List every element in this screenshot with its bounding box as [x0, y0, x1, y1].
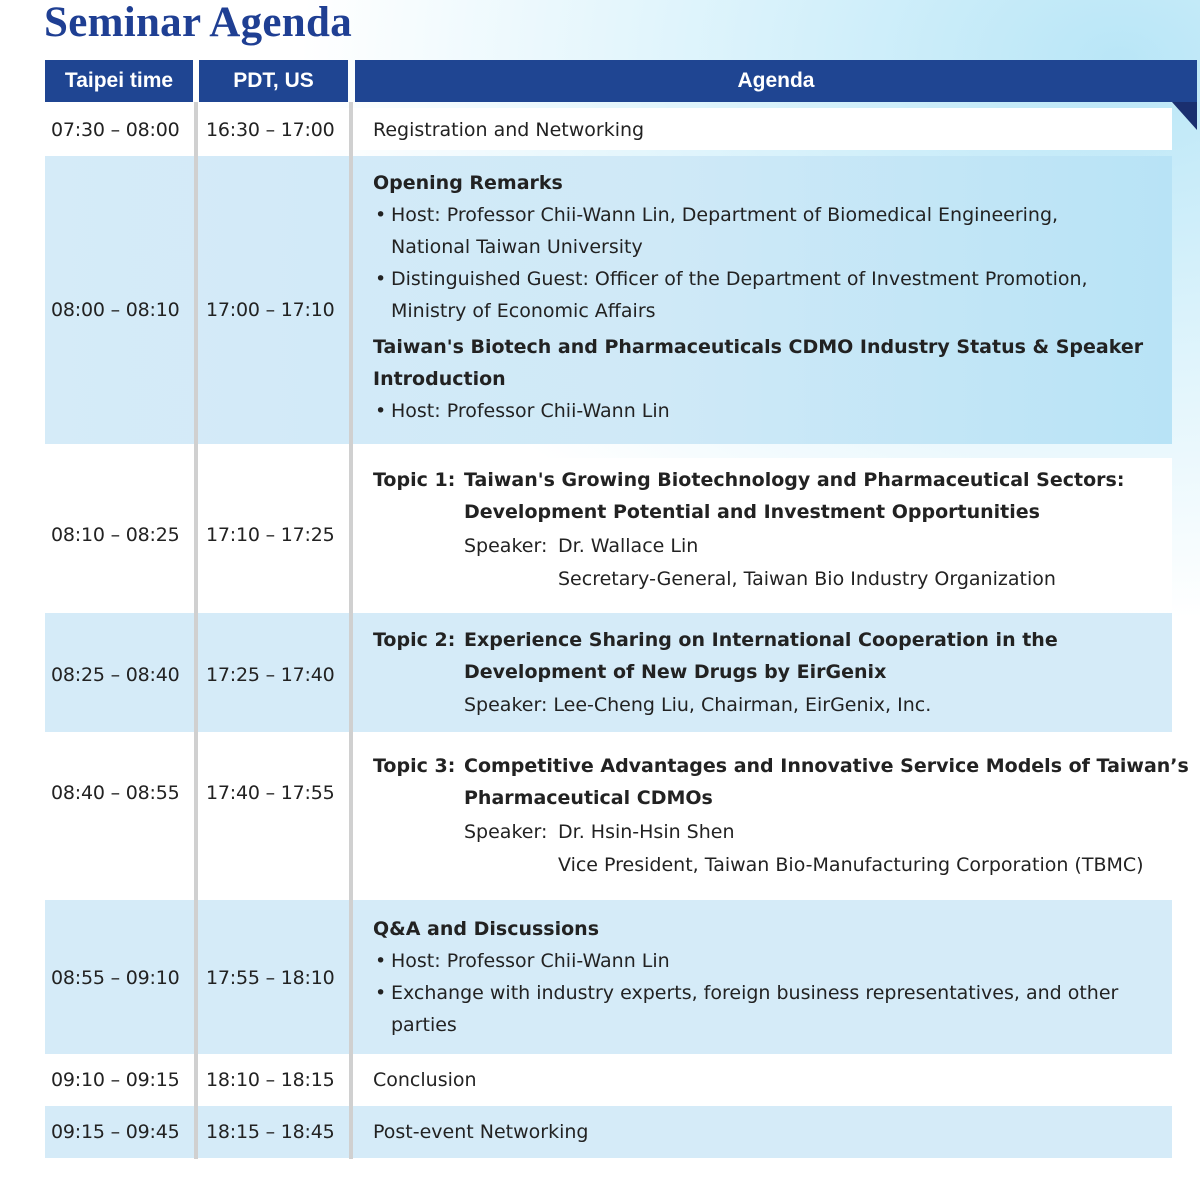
speaker-info: [464, 816, 1189, 882]
speaker-label: Speaker:: [464, 821, 548, 843]
speaker-info: [464, 530, 1124, 596]
bullet-text: • Host: Professor Chii-Wann Lin, Department of Biomedical Engineering,: [391, 204, 1059, 226]
header-taipei-time: Taipei time: [45, 60, 193, 102]
column-divider: [194, 102, 198, 1159]
topic-label: Topic 1:: [373, 469, 456, 491]
bullet-text: parties: [391, 1014, 457, 1036]
bullet-item: [373, 977, 1118, 1041]
agenda-opening-block: [373, 167, 1143, 427]
topic-heading: [373, 464, 1124, 596]
pdt-time-cell: 16:30 – 17:00: [206, 119, 335, 141]
title-line: Introduction: [373, 368, 506, 390]
agenda-topic1-block: [373, 464, 1124, 596]
pdt-time-cell: 18:10 – 18:15: [206, 1069, 335, 1091]
taipei-time-cell: 08:10 – 08:25: [51, 524, 180, 546]
taipei-time-cell: 08:00 – 08:10: [51, 299, 180, 321]
qa-title: Q&A and Discussions: [373, 918, 600, 940]
opening-remarks-title: Opening Remarks: [373, 172, 563, 194]
topic-title-line: Experience Sharing on International Cooperation in the: [464, 629, 1058, 651]
speaker-name: Dr. Hsin-Hsin Shen: [558, 821, 735, 843]
taipei-time-cell: 08:55 – 09:10: [51, 967, 180, 989]
pdt-time-cell: 17:55 – 18:10: [206, 967, 335, 989]
topic-title-line: Competitive Advantages and Innovative Service Models of Taiwan’s: [464, 755, 1189, 777]
agenda-topic2-block: [373, 624, 1058, 721]
bullet-text: • Exchange with industry experts, foreign business representatives, and other: [391, 982, 1119, 1004]
agenda-qa-block: [373, 913, 1118, 1041]
bullet-text: • Host: Professor Chii-Wann Lin: [391, 400, 670, 422]
agenda-text-conclusion: Conclusion: [373, 1069, 477, 1091]
header-agenda: Agenda: [355, 60, 1197, 102]
bullet-item: [373, 945, 1118, 977]
page-title: Seminar Agenda: [44, 0, 353, 46]
topic-title-line: Development of New Drugs by EirGenix: [464, 661, 887, 683]
bullet-text: National Taiwan University: [391, 236, 643, 258]
pdt-time-cell: 17:40 – 17:55: [206, 782, 335, 804]
agenda-topic3-block: [373, 750, 1189, 882]
bullet-item: [373, 395, 1143, 427]
column-divider: [349, 102, 353, 1159]
pdt-time-cell: 17:10 – 17:25: [206, 524, 335, 546]
agenda-text-registration: Registration and Networking: [373, 119, 645, 141]
bullet-text: • Distinguished Guest: Officer of the Department of Investment Promotion,: [391, 268, 1088, 290]
header-fold-corner: [1172, 102, 1197, 130]
topic-label: Topic 3:: [373, 755, 456, 777]
taipei-time-cell: 08:25 – 08:40: [51, 664, 180, 686]
taipei-time-cell: 08:40 – 08:55: [51, 782, 180, 804]
topic-title-line: Pharmaceutical CDMOs: [464, 787, 713, 809]
bullet-item: [373, 199, 1143, 263]
taipei-time-cell: 09:10 – 09:15: [51, 1069, 180, 1091]
pdt-time-cell: 17:00 – 17:10: [206, 299, 335, 321]
bullet-item: [373, 263, 1143, 327]
taipei-time-cell: 09:15 – 09:45: [51, 1121, 180, 1143]
header-pdt-us: PDT, US: [199, 60, 348, 102]
topic-title-line: Taiwan's Growing Biotechnology and Pharmaceutical Sectors:: [464, 469, 1125, 491]
speaker-title: Secretary-General, Taiwan Bio Industry Organization: [558, 568, 1056, 590]
topic-heading: [373, 750, 1189, 882]
bullet-text: Ministry of Economic Affairs: [391, 300, 656, 322]
bullet-text: • Host: Professor Chii-Wann Lin: [391, 950, 670, 972]
topic-title-line: Development Potential and Investment Opportunities: [464, 501, 1040, 523]
speaker-label: Speaker:: [464, 535, 548, 557]
taipei-time-cell: 07:30 – 08:00: [51, 119, 180, 141]
pdt-time-cell: 18:15 – 18:45: [206, 1121, 335, 1143]
speaker-title: Vice President, Taiwan Bio-Manufacturing Corporation (TBMC): [558, 854, 1144, 876]
topic-label: Topic 2:: [373, 629, 456, 651]
speaker-info: Speaker: Lee-Cheng Liu, Chairman, EirGenix, Inc.: [464, 694, 932, 716]
agenda-text-post-networking: Post-event Networking: [373, 1121, 589, 1143]
industry-status-title: [373, 331, 1143, 395]
speaker-name: Dr. Wallace Lin: [558, 535, 699, 557]
title-line: Taiwan's Biotech and Pharmaceuticals CDMO Industry Status & Speaker: [373, 336, 1144, 358]
topic-heading: [373, 624, 1058, 721]
pdt-time-cell: 17:25 – 17:40: [206, 664, 335, 686]
